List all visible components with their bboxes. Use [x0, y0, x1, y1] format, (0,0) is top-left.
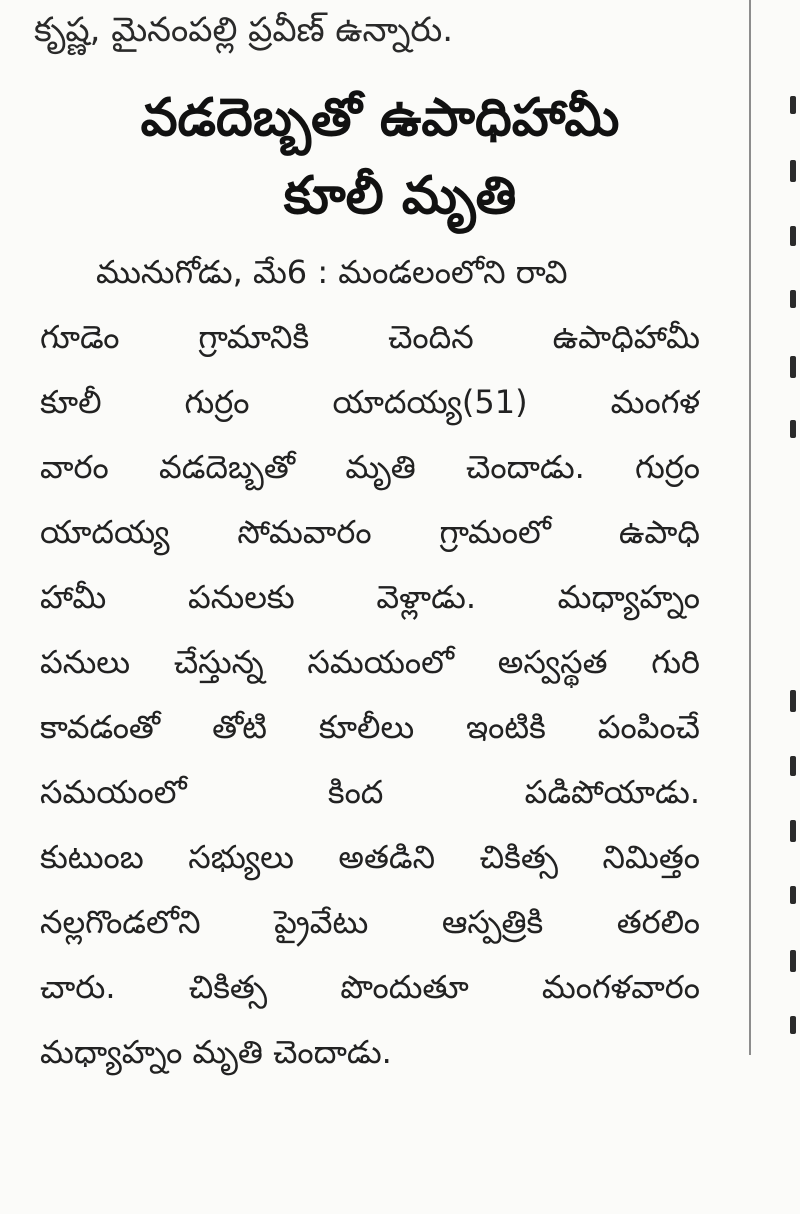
- text-fragment: [790, 1016, 796, 1034]
- headline-line-2: కూలీ మృతి: [283, 166, 517, 226]
- text-fragment: [790, 690, 796, 712]
- text-fragment: [790, 820, 796, 842]
- body-line: వారం వడదెబ్బతో మృతి చెందాడు. గుర్రం: [40, 448, 700, 486]
- text-fragment: [790, 756, 796, 776]
- body-line: సమయంలో కింద పడిపోయాడు.: [40, 773, 700, 811]
- body-line: కుటుంబ సభ్యులు అతడిని చికిత్స నిమిత్తం: [40, 838, 700, 876]
- body-line: చారు. చికిత్స పొందుతూ మంగళవారం: [40, 968, 700, 1006]
- text-fragment: [790, 886, 796, 904]
- column-divider: [749, 0, 751, 1055]
- body-line: గూడెం గ్రామానికి చెందిన ఉపాధిహామీ: [40, 318, 700, 356]
- text-fragment: [790, 160, 796, 182]
- body-line: కూలీ గుర్రం యాదయ్య(51) మంగళ: [40, 383, 700, 421]
- article-body: [40, 240, 700, 1085]
- body-line: పనులు చేస్తున్న సమయంలో అస్వస్థత గురి: [40, 643, 700, 681]
- body-line: కావడంతో తోటి కూలీలు ఇంటికి పంపించే: [40, 708, 700, 746]
- text-fragment: [790, 96, 796, 114]
- text-fragment: [790, 356, 796, 378]
- adjacent-column-edge: [784, 0, 800, 1100]
- body-line: మునుగోడు, మే6 : మండలంలోని రావి: [96, 253, 568, 291]
- text-fragment: [790, 290, 796, 308]
- previous-article-tail: కృష్ణ, మైనంపల్లి ప్రవీణ్ ఉన్నారు.: [34, 10, 454, 50]
- text-fragment: [790, 226, 796, 246]
- body-line: హామీ పనులకు వెళ్లాడు. మధ్యాహ్నం: [40, 578, 700, 616]
- text-fragment: [790, 420, 796, 438]
- body-line: నల్లగొండలోని ప్రైవేటు ఆస్పత్రికి తరలిం: [40, 903, 700, 941]
- headline-line-1: వడదెబ్బతో ఉపాధిహామీ: [140, 88, 620, 148]
- body-line: యాదయ్య సోమవారం గ్రామంలో ఉపాధి: [40, 513, 700, 551]
- text-fragment: [790, 950, 796, 972]
- body-line: మధ్యాహ్నం మృతి చెందాడు.: [40, 1033, 392, 1071]
